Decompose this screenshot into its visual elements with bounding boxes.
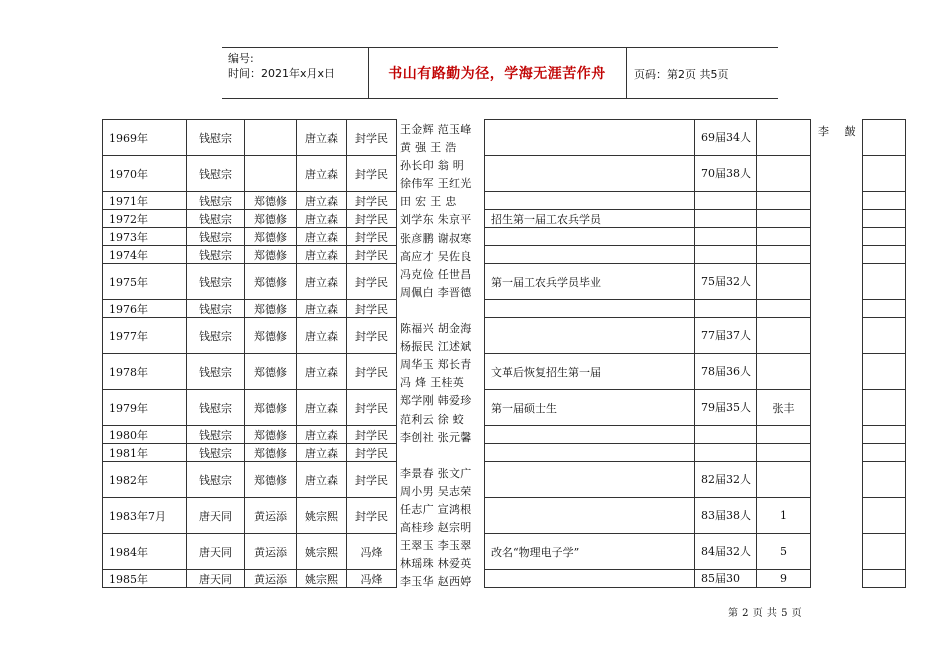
event-cell [485, 120, 695, 156]
table-row [863, 300, 906, 318]
empty-cell [863, 390, 906, 426]
extra-cell [757, 300, 811, 318]
person-cell: 唐立森 [297, 390, 347, 426]
person-cell: 钱慰宗 [187, 318, 245, 354]
table-row [485, 210, 811, 228]
class-size-cell: 70届38人 [695, 156, 757, 192]
student-name-line: 冯克俭 任世昌 [400, 267, 472, 281]
table-row [863, 354, 906, 390]
year-cell: 1973年 [103, 228, 187, 246]
table-row [863, 534, 906, 570]
empty-cell [863, 264, 906, 300]
empty-cell [863, 318, 906, 354]
table-row [485, 228, 811, 246]
extra-cell: 9 [757, 570, 811, 588]
empty-cell [863, 228, 906, 246]
side-name: 李 皶 [818, 125, 862, 138]
table-row [103, 498, 397, 534]
class-size-cell [695, 192, 757, 210]
class-size-cell: 82届32人 [695, 462, 757, 498]
person-cell: 唐立森 [297, 156, 347, 192]
table-row [485, 570, 811, 588]
student-name-line: 任志广 宣鸿根 [400, 502, 472, 516]
class-size-cell: 69届34人 [695, 120, 757, 156]
year-cell: 1979年 [103, 390, 187, 426]
table-row [103, 156, 397, 192]
person-cell: 封学民 [347, 192, 397, 210]
class-size-cell: 75届32人 [695, 264, 757, 300]
class-size-cell: 79届35人 [695, 390, 757, 426]
student-name-line: 李玉华 赵西婷 [400, 575, 472, 589]
header-motto: 书山有路勤为径，学海无涯苦作舟 [388, 66, 606, 82]
table-row [103, 300, 397, 318]
empty-cell [863, 570, 906, 588]
extra-cell [757, 444, 811, 462]
student-name-line: 孙长印 翁 明 [400, 159, 465, 173]
table-row [103, 264, 397, 300]
person-cell: 姚宗熙 [297, 570, 347, 588]
empty-cell [863, 462, 906, 498]
empty-cell [863, 246, 906, 264]
table-row [103, 462, 397, 498]
year-cell: 1977年 [103, 318, 187, 354]
table-row [863, 210, 906, 228]
table-row [863, 120, 906, 156]
table-row [485, 318, 811, 354]
empty-cell [863, 120, 906, 156]
student-name-line: 郑学刚 韩爱珍 [400, 394, 472, 408]
event-cell [485, 156, 695, 192]
staff-table [102, 119, 397, 588]
header-meta [228, 51, 335, 81]
student-name-line [400, 447, 472, 465]
person-cell: 唐立森 [297, 462, 347, 498]
extra-cell [757, 264, 811, 300]
person-cell: 钱慰宗 [187, 426, 245, 444]
person-cell: 唐天同 [187, 498, 245, 534]
event-cell [485, 300, 695, 318]
event-cell: 第一届工农兵学员毕业 [485, 264, 695, 300]
student-name-line: 周华玉 郑长青 [400, 358, 472, 372]
table-row [103, 246, 397, 264]
student-names-column [400, 121, 472, 591]
extra-cell: 张丰 [757, 390, 811, 426]
person-cell: 封学民 [347, 390, 397, 426]
page-footer: 第 2 页 共 5 页 [728, 608, 802, 619]
table-row [485, 426, 811, 444]
person-cell: 冯烽 [347, 570, 397, 588]
student-name-line: 高桂珍 赵宗明 [400, 521, 472, 535]
person-cell: 冯烽 [347, 534, 397, 570]
header-page-info: 页码：第2页 共5页 [634, 68, 729, 81]
empty-cell [863, 354, 906, 390]
student-name-line: 张彦鹏 谢叔寒 [400, 231, 472, 245]
event-cell [485, 192, 695, 210]
person-cell: 钱慰宗 [187, 354, 245, 390]
student-name-line: 李景春 张文广 [400, 466, 472, 480]
event-cell [485, 318, 695, 354]
person-cell: 郑德修 [245, 300, 297, 318]
event-cell [485, 246, 695, 264]
table-row [485, 444, 811, 462]
person-cell: 唐天同 [187, 570, 245, 588]
person-cell: 郑德修 [245, 246, 297, 264]
person-cell: 钱慰宗 [187, 300, 245, 318]
table-row [103, 444, 397, 462]
person-cell: 姚宗熙 [297, 498, 347, 534]
extra-cell [757, 462, 811, 498]
empty-cell [863, 156, 906, 192]
person-cell: 黄运添 [245, 498, 297, 534]
person-cell: 封学民 [347, 462, 397, 498]
person-cell: 封学民 [347, 318, 397, 354]
student-name-line: 高应才 吴佐良 [400, 249, 472, 263]
table-row [485, 246, 811, 264]
year-cell: 1972年 [103, 210, 187, 228]
person-cell: 钱慰宗 [187, 210, 245, 228]
class-size-cell [695, 444, 757, 462]
person-cell: 封学民 [347, 354, 397, 390]
class-size-cell [695, 246, 757, 264]
person-cell: 封学民 [347, 264, 397, 300]
student-name-line [400, 302, 472, 320]
year-cell: 1985年 [103, 570, 187, 588]
person-cell: 封学民 [347, 426, 397, 444]
class-size-cell [695, 210, 757, 228]
person-cell: 钱慰宗 [187, 156, 245, 192]
table-row [485, 300, 811, 318]
person-cell: 钱慰宗 [187, 120, 245, 156]
table-row [485, 120, 811, 156]
extra-cell [757, 426, 811, 444]
table-row [485, 156, 811, 192]
table-row [103, 534, 397, 570]
person-cell: 钱慰宗 [187, 462, 245, 498]
person-cell: 封学民 [347, 210, 397, 228]
person-cell: 封学民 [347, 228, 397, 246]
person-cell: 钱慰宗 [187, 444, 245, 462]
class-size-cell: 77届37人 [695, 318, 757, 354]
event-cell: 招生第一届工农兵学员 [485, 210, 695, 228]
table-row [485, 192, 811, 210]
person-cell: 姚宗熙 [297, 534, 347, 570]
person-cell: 郑德修 [245, 390, 297, 426]
table-row [863, 318, 906, 354]
table-row [863, 192, 906, 210]
person-cell: 封学民 [347, 120, 397, 156]
student-name-line: 田 宏 王 忠 [400, 195, 457, 209]
student-name-line: 冯 烽 王桂英 [400, 376, 465, 390]
year-cell: 1984年 [103, 534, 187, 570]
table-row [485, 462, 811, 498]
student-name-line: 林瑶珠 林爱英 [400, 557, 472, 571]
year-cell: 1974年 [103, 246, 187, 264]
student-name-line: 杨振民 江述斌 [400, 340, 472, 354]
table-row [863, 462, 906, 498]
person-cell: 唐天同 [187, 534, 245, 570]
extra-cell [757, 120, 811, 156]
table-row [485, 498, 811, 534]
table-row [103, 390, 397, 426]
table-row [485, 390, 811, 426]
person-cell: 封学民 [347, 498, 397, 534]
person-cell: 唐立森 [297, 192, 347, 210]
table-row [863, 264, 906, 300]
empty-cell [863, 534, 906, 570]
page-header [222, 47, 778, 99]
student-name-line: 周佩白 李晋德 [400, 285, 472, 299]
empty-cell [863, 444, 906, 462]
person-cell: 郑德修 [245, 354, 297, 390]
year-cell: 1981年 [103, 444, 187, 462]
person-cell: 封学民 [347, 300, 397, 318]
event-cell: 文革后恢复招生第一届 [485, 354, 695, 390]
table-row [103, 192, 397, 210]
student-name-line: 周小男 吴志荣 [400, 484, 472, 498]
person-cell: 钱慰宗 [187, 246, 245, 264]
event-cell: 改名“物理电子学” [485, 534, 695, 570]
person-cell: 唐立森 [297, 444, 347, 462]
year-cell: 1975年 [103, 264, 187, 300]
student-name-line: 王翠玉 李玉翠 [400, 539, 472, 553]
class-size-cell [695, 426, 757, 444]
year-cell: 1980年 [103, 426, 187, 444]
person-cell: 钱慰宗 [187, 264, 245, 300]
events-table [484, 119, 811, 588]
table-row [103, 318, 397, 354]
event-cell [485, 444, 695, 462]
year-cell: 1970年 [103, 156, 187, 192]
document-time: 时间：2021年x月x日 [228, 67, 336, 80]
table-row [863, 426, 906, 444]
extra-cell [757, 210, 811, 228]
table-row [103, 210, 397, 228]
person-cell: 封学民 [347, 444, 397, 462]
student-name-line: 黄 强 王 浩 [400, 141, 457, 155]
table-row [103, 228, 397, 246]
student-name-line: 范利云 徐 蛟 [400, 412, 465, 426]
event-cell [485, 228, 695, 246]
person-cell [245, 120, 297, 156]
class-size-cell [695, 228, 757, 246]
far-right-table [862, 119, 906, 588]
table-row [103, 570, 397, 588]
table-row [485, 264, 811, 300]
person-cell: 郑德修 [245, 210, 297, 228]
person-cell: 封学民 [347, 156, 397, 192]
year-cell: 1971年 [103, 192, 187, 210]
person-cell: 钱慰宗 [187, 192, 245, 210]
extra-cell [757, 318, 811, 354]
person-cell: 唐立森 [297, 264, 347, 300]
extra-cell: 5 [757, 534, 811, 570]
table-row [863, 570, 906, 588]
table-row [863, 228, 906, 246]
person-cell: 郑德修 [245, 318, 297, 354]
person-cell: 郑德修 [245, 462, 297, 498]
year-cell: 1982年 [103, 462, 187, 498]
table-row [863, 444, 906, 462]
person-cell [245, 156, 297, 192]
person-cell: 唐立森 [297, 318, 347, 354]
person-cell: 钱慰宗 [187, 228, 245, 246]
extra-cell [757, 228, 811, 246]
person-cell: 郑德修 [245, 426, 297, 444]
person-cell: 唐立森 [297, 210, 347, 228]
person-cell: 唐立森 [297, 246, 347, 264]
student-name-line: 陈福兴 胡金海 [400, 322, 472, 336]
extra-cell [757, 246, 811, 264]
extra-cell [757, 156, 811, 192]
document-number-label: 编号: [228, 52, 254, 65]
extra-cell [757, 354, 811, 390]
table-row [103, 426, 397, 444]
person-cell: 郑德修 [245, 444, 297, 462]
table-row [485, 354, 811, 390]
empty-cell [863, 210, 906, 228]
student-name-line: 刘学东 朱京平 [400, 213, 472, 227]
header-divider [626, 48, 627, 98]
class-size-cell: 78届36人 [695, 354, 757, 390]
class-size-cell: 84届32人 [695, 534, 757, 570]
person-cell: 唐立森 [297, 426, 347, 444]
class-size-cell [695, 300, 757, 318]
event-cell: 第一届硕士生 [485, 390, 695, 426]
event-cell [485, 570, 695, 588]
empty-cell [863, 426, 906, 444]
empty-cell [863, 192, 906, 210]
empty-cell [863, 300, 906, 318]
student-name-line: 徐伟军 王红光 [400, 177, 472, 191]
year-cell: 1978年 [103, 354, 187, 390]
person-cell: 郑德修 [245, 228, 297, 246]
empty-cell [863, 498, 906, 534]
table-row [863, 156, 906, 192]
person-cell: 黄运添 [245, 534, 297, 570]
person-cell: 钱慰宗 [187, 390, 245, 426]
person-cell: 唐立森 [297, 120, 347, 156]
extra-cell [757, 192, 811, 210]
table-row [485, 534, 811, 570]
year-cell: 1983年7月 [103, 498, 187, 534]
student-name-line: 王金辉 范玉峰 [400, 123, 472, 136]
table-row [103, 354, 397, 390]
table-row [103, 120, 397, 156]
person-cell: 唐立森 [297, 300, 347, 318]
year-cell: 1969年 [103, 120, 187, 156]
class-size-cell: 83届38人 [695, 498, 757, 534]
extra-cell: 1 [757, 498, 811, 534]
person-cell: 唐立森 [297, 228, 347, 246]
person-cell: 郑德修 [245, 192, 297, 210]
person-cell: 郑德修 [245, 264, 297, 300]
table-row [863, 498, 906, 534]
person-cell: 唐立森 [297, 354, 347, 390]
event-cell [485, 462, 695, 498]
person-cell: 封学民 [347, 246, 397, 264]
table-row [863, 246, 906, 264]
event-cell [485, 426, 695, 444]
class-size-cell: 85届30 [695, 570, 757, 588]
student-name-line: 李创社 张元馨 [400, 430, 472, 444]
event-cell [485, 498, 695, 534]
person-cell: 黄运添 [245, 570, 297, 588]
table-row [863, 390, 906, 426]
year-cell: 1976年 [103, 300, 187, 318]
